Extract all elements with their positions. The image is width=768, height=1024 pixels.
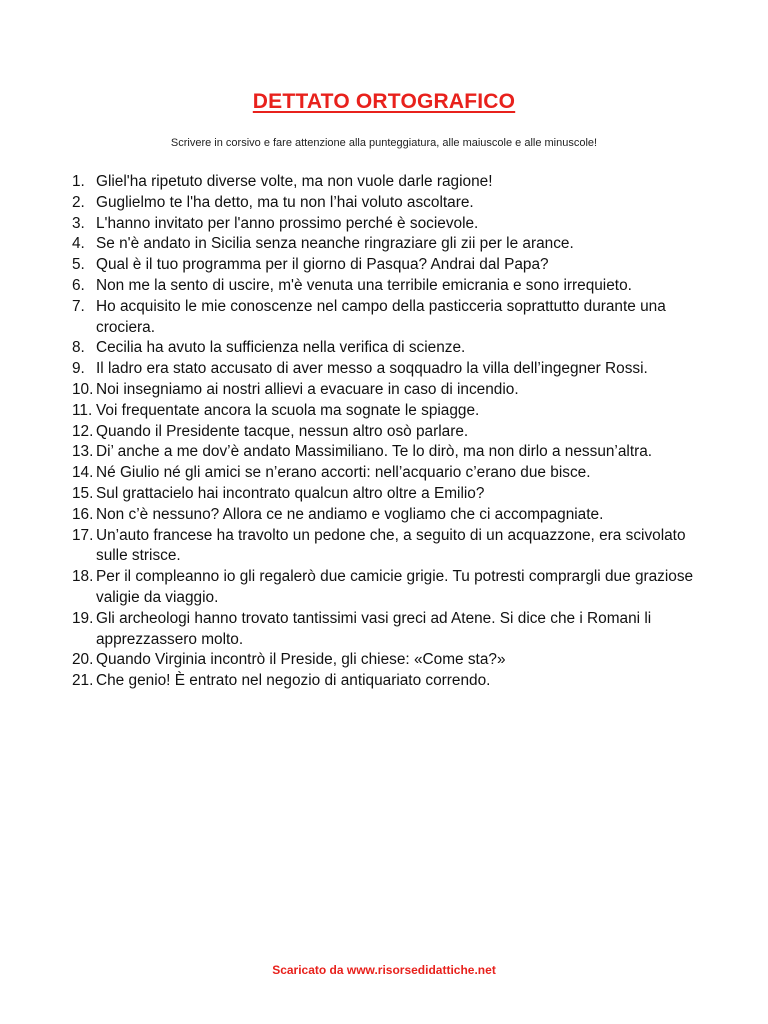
item-number: 19.	[72, 609, 94, 627]
footer-credit: Scaricato da www.risorsedidattiche.net	[272, 963, 496, 977]
item-number: 3.	[72, 214, 85, 232]
item-number: 13.	[72, 443, 94, 461]
item-text: Cecilia ha avuto la sufficienza nella verifica di scienze.	[96, 339, 466, 357]
list-item	[72, 276, 712, 297]
item-number: 2.	[72, 193, 85, 211]
item-text: Non me la sento di uscire, m'è venuta una terribile emicrania e sono irrequieto.	[96, 276, 632, 294]
item-text: Che genio! È entrato nel negozio di antiquariato correndo.	[96, 672, 491, 690]
item-number: 11.	[72, 401, 93, 419]
list-item	[72, 338, 712, 359]
item-text: Gliel'ha ripetuto diverse volte, ma non vuole darle ragione!	[96, 173, 493, 190]
list-item	[72, 214, 712, 235]
item-number: 8.	[72, 339, 85, 357]
item-number: 6.	[72, 276, 85, 294]
list-item	[72, 297, 712, 339]
list-item	[72, 526, 712, 568]
list-item	[72, 463, 712, 484]
item-number: 12.	[72, 422, 94, 440]
list-item	[72, 609, 712, 651]
item-number: 18.	[72, 568, 94, 586]
item-text: Gli archeologi hanno trovato tantissimi vasi greci ad Atene. Si dice che i Romani li apprezzassero molto.	[96, 609, 652, 648]
item-number: 14.	[72, 464, 94, 482]
list-item	[72, 422, 712, 443]
list-item	[72, 359, 712, 380]
list-item	[72, 567, 712, 609]
item-text: Qual è il tuo programma per il giorno di Pasqua? Andrai dal Papa?	[96, 256, 549, 274]
item-text: Se n'è andato in Sicilia senza neanche ringraziare gli zii per le arance.	[96, 235, 574, 253]
item-number: 21.	[72, 672, 94, 690]
item-text: Il ladro era stato accusato di aver messo a soqquadro la villa dell’ingegner Rossi.	[96, 360, 648, 378]
list-item	[72, 442, 712, 463]
item-number: 10.	[72, 380, 94, 398]
list-item	[72, 671, 712, 692]
list-item	[72, 380, 712, 401]
item-text: Noi insegniamo ai nostri allievi a evacuare in caso di incendio.	[96, 380, 519, 398]
list-item	[72, 234, 712, 255]
instructions-text: Scrivere in corsivo e fare attenzione alla punteggiatura, alle maiuscole e alle minuscole!	[170, 137, 598, 149]
item-text: Non c’è nessuno? Allora ce ne andiamo e vogliamo che ci accompagniate.	[96, 505, 604, 523]
item-text: Guglielmo te l'ha detto, ma tu non l’hai voluto ascoltare.	[96, 193, 474, 211]
item-number: 9.	[72, 360, 85, 378]
dictation-list	[72, 172, 712, 692]
page-title: DETTATO ORTOGRAFICO	[252, 90, 516, 113]
item-text: Di’ anche a me dov’è andato Massimiliano. Te lo dirò, ma non dirlo a nessun’altra.	[96, 443, 653, 461]
list-item	[72, 650, 712, 671]
item-number: 16.	[72, 505, 94, 523]
item-text: Ho acquisito le mie conoscenze nel campo della pasticceria soprattutto durante una crociera.	[96, 297, 666, 336]
item-number: 7.	[72, 297, 85, 315]
list-item	[72, 193, 712, 214]
item-number: 1.	[72, 173, 85, 190]
item-number: 17.	[72, 526, 94, 544]
list-item	[72, 172, 712, 193]
list-item	[72, 255, 712, 276]
item-number: 20.	[72, 651, 94, 669]
item-text: Né Giulio né gli amici se n’erano accorti: nell’acquario c’erano due bisce.	[96, 464, 591, 482]
item-text: L'hanno invitato per l'anno prossimo perché è socievole.	[96, 214, 479, 232]
list-item	[72, 484, 712, 505]
item-number: 5.	[72, 256, 85, 274]
list-item	[72, 401, 712, 422]
item-text: Quando il Presidente tacque, nessun altro osò parlare.	[96, 422, 469, 440]
item-text: Sul grattacielo hai incontrato qualcun altro oltre a Emilio?	[96, 484, 485, 502]
list-item	[72, 505, 712, 526]
item-text: Voi frequentate ancora la scuola ma sognate le spiagge.	[96, 401, 480, 419]
item-text: Per il compleanno io gli regalerò due camicie grigie. Tu potresti comprargli due graziose valigie da viaggio.	[96, 568, 694, 606]
item-text: Quando Virginia incontrò il Preside, gli chiese: «Come sta?»	[96, 651, 506, 669]
item-text: Un’auto francese ha travolto un pedone che, a seguito di un acquazzone, era scivolato sulle strisce.	[96, 526, 686, 565]
item-number: 4.	[72, 235, 85, 253]
item-number: 15.	[72, 484, 94, 502]
